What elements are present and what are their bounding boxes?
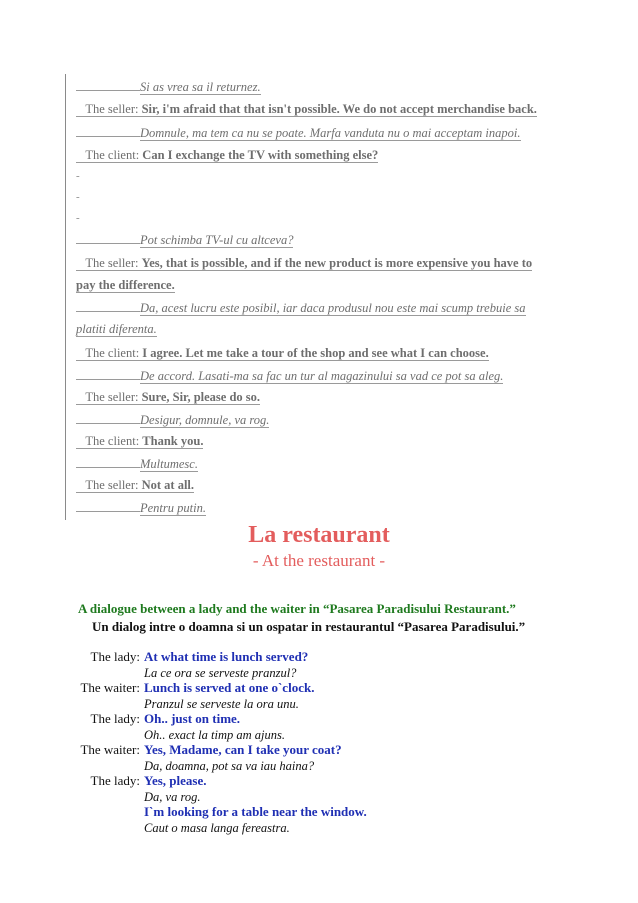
english-text: At what time is lunch served?: [144, 649, 309, 664]
dialogue-line: [76, 77, 261, 96]
dialogue-line: [76, 410, 269, 429]
dialogue-line: [76, 320, 157, 338]
dialogue-entry: [0, 649, 600, 665]
intro-romanian: Un dialog intre o doamna si un ospatar in restaurantul “Pasarea Paradisului.”: [92, 619, 526, 634]
romanian-text: Da, doamna, pot sa va iau haina?: [144, 759, 315, 773]
speaker-label: The lady:: [90, 711, 140, 726]
underline-spacer: [76, 298, 140, 312]
dialogue-line: [76, 388, 260, 406]
dialogue-entry: [0, 804, 600, 820]
dialogue-line: [76, 432, 203, 450]
dialogue-entry: [0, 758, 600, 774]
dialogue-entry: [0, 742, 600, 758]
english-text: Yes, that is possible, and if the new product is more expensive you have to: [141, 256, 533, 270]
underline-spacer: [76, 498, 140, 512]
dialogue-line: [76, 498, 206, 517]
dialogue-entry: [0, 680, 600, 696]
speaker-label: The seller:: [85, 102, 139, 116]
speaker-label: The lady:: [90, 773, 140, 788]
speaker-label: The waiter:: [80, 680, 140, 695]
english-text: Not at all.: [141, 478, 195, 492]
underline-spacer: [76, 123, 140, 137]
underline-spacer: [76, 410, 140, 424]
underline-spacer: [76, 454, 140, 468]
romanian-text: Oh.. exact la timp am ajuns.: [144, 728, 285, 742]
dialogue-line: [76, 366, 503, 385]
dialogue-line: [76, 230, 293, 249]
dialogue-line: [76, 276, 175, 294]
dialogue-entry: [0, 696, 600, 712]
romanian-text: Da, va rog.: [144, 790, 201, 804]
english-text: Sir, i'm afraid that that isn't possible. We do not accept merchandise back.: [141, 102, 537, 116]
speaker-label: The client:: [85, 434, 140, 448]
english-text: Oh.. just on time.: [144, 711, 241, 726]
underline-spacer: [76, 230, 140, 244]
english-text: Sure, Sir, please do so.: [141, 390, 261, 404]
speaker-label: The seller:: [85, 256, 139, 270]
speaker-label: The lady:: [90, 649, 140, 664]
dialogue-entry: [0, 665, 600, 681]
margin-line: [65, 74, 66, 520]
speaker-label: The client:: [85, 148, 140, 162]
speaker-label: The client:: [85, 346, 140, 360]
english-text: Can I exchange the TV with something else?: [142, 148, 379, 162]
english-text: Lunch is served at one o`clock.: [144, 680, 315, 695]
dialogue-entry: [0, 820, 600, 836]
dash-marker: -: [76, 191, 80, 203]
intro-english: A dialogue between a lady and the waiter in “Pasarea Paradisului Restaurant.”: [78, 601, 516, 616]
dialogue-entry: [0, 773, 600, 789]
underline-spacer: [76, 366, 140, 380]
english-text: Thank you.: [142, 434, 204, 448]
section-subtitle: - At the restaurant -: [252, 551, 386, 570]
romanian-text: platiti diferenta.: [76, 322, 157, 336]
english-text: pay the difference.: [76, 278, 175, 292]
dialogue-entry: [0, 789, 600, 805]
dialogue-line: [76, 454, 198, 473]
english-text: I`m looking for a table near the window.: [144, 804, 367, 819]
speaker-label: The seller:: [85, 390, 139, 404]
dialogue-line: [76, 254, 532, 272]
dialogue-line: [76, 476, 194, 494]
romanian-text: La ce ora se serveste pranzul?: [144, 666, 297, 680]
dialogue-line: [76, 100, 537, 118]
romanian-text: Multumesc.: [140, 457, 198, 471]
dialogue-line: [76, 123, 521, 142]
dash-marker: -: [76, 212, 80, 224]
dialogue-line: [76, 146, 378, 164]
romanian-text: Desigur, domnule, va rog.: [140, 413, 270, 427]
romanian-text: Si as vrea sa il returnez.: [140, 80, 261, 94]
english-text: Yes, Madame, can I take your coat?: [144, 742, 342, 757]
english-text: Yes, please.: [144, 773, 207, 788]
dialogue-entry: [0, 727, 600, 743]
romanian-text: Pranzul se serveste la ora unu.: [144, 697, 299, 711]
romanian-text: Da, acest lucru este posibil, iar daca produsul nou este mai scump trebuie sa: [140, 301, 526, 315]
section-title: La restaurant: [248, 522, 390, 548]
underline-spacer: [76, 77, 140, 91]
dialogue-line: [76, 298, 526, 317]
dialogue-entry: [0, 711, 600, 727]
dialogue-line: [76, 344, 489, 362]
romanian-text: Caut o masa langa fereastra.: [144, 821, 290, 835]
speaker-label: The waiter:: [80, 742, 140, 757]
romanian-text: De accord. Lasati-ma sa fac un tur al magazinului sa vad ce pot sa aleg.: [140, 369, 504, 383]
dash-marker: -: [76, 170, 80, 182]
speaker-label: The seller:: [85, 478, 139, 492]
romanian-text: Pot schimba TV-ul cu altceva?: [140, 233, 294, 247]
english-text: I agree. Let me take a tour of the shop and see what I can choose.: [142, 346, 489, 360]
romanian-text: Domnule, ma tem ca nu se poate. Marfa vanduta nu o mai acceptam inapoi.: [140, 126, 521, 140]
romanian-text: Pentru putin.: [140, 501, 206, 515]
